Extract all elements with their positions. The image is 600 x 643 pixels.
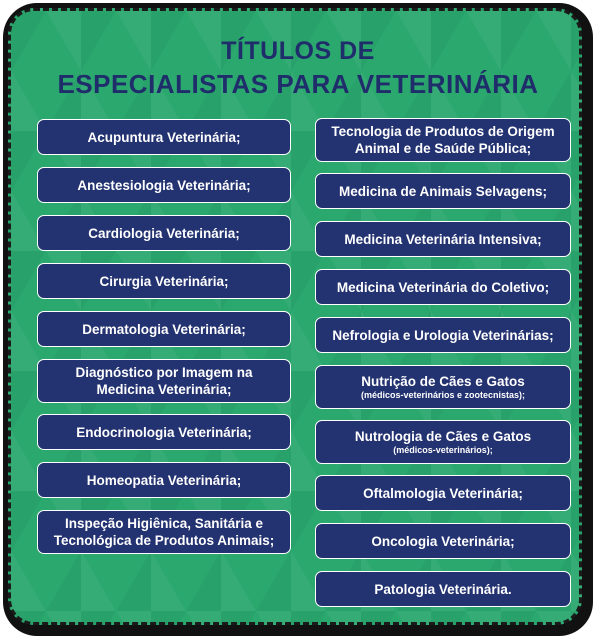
specialty-label: Medicina Veterinária do Coletivo; <box>336 279 550 295</box>
specialty-label: Nutrologia de Cães e Gatos <box>354 429 532 444</box>
specialty-label: Diagnóstico por Imagem na <box>75 365 253 380</box>
specialty-item <box>37 510 291 554</box>
specialty-label: Anestesiologia Veterinária; <box>77 177 251 193</box>
specialty-label: Nefrologia e Urologia Veterinárias; <box>332 327 554 343</box>
specialty-note: (médicos-veterinários e zootecnistas); <box>360 390 526 400</box>
specialty-note: (médicos-veterinários); <box>393 445 493 455</box>
specialty-label: Acupuntura Veterinária; <box>87 129 241 145</box>
specialties-card <box>8 8 582 625</box>
title-line-2: ESPECIALISTAS PARA VETERINÁRIA <box>57 69 539 99</box>
specialty-item <box>315 571 571 607</box>
specialty-item <box>315 118 571 162</box>
title-line-1: TÍTULOS DE <box>221 37 375 65</box>
specialty-label: Homeopatia Veterinária; <box>86 472 242 488</box>
specialty-item <box>37 263 291 299</box>
specialty-item <box>315 475 571 511</box>
specialty-item <box>37 414 291 450</box>
specialty-label: Endocrinologia Veterinária; <box>76 424 252 440</box>
specialty-label: Nutrição de Cães e Gatos <box>361 374 525 389</box>
specialty-label-line2: Animal e de Saúde Pública; <box>354 141 532 156</box>
specialty-label: Medicina de Animais Selvagens; <box>338 183 548 199</box>
specialty-item <box>37 311 291 347</box>
specialty-item <box>37 119 291 155</box>
specialty-item <box>315 269 571 305</box>
specialty-item <box>315 173 571 209</box>
specialty-item <box>315 523 571 559</box>
specialty-label: Cardiologia Veterinária; <box>88 225 240 241</box>
specialty-label: Tecnologia de Produtos de Origem <box>331 124 555 139</box>
specialty-label-line2: Tecnológica de Produtos Animais; <box>53 533 275 548</box>
specialty-item <box>37 167 291 203</box>
specialty-label-line2: Medicina Veterinária; <box>96 382 232 397</box>
specialty-label: Inspeção Higiênica, Sanitária e <box>64 516 264 531</box>
specialty-item <box>315 221 571 257</box>
specialty-item <box>315 365 571 409</box>
specialty-label: Dermatologia Veterinária; <box>82 321 246 337</box>
specialty-label: Oftalmologia Veterinária; <box>363 485 523 501</box>
specialty-item <box>37 359 291 403</box>
specialty-item <box>37 215 291 251</box>
specialty-label: Cirurgia Veterinária; <box>99 273 229 289</box>
specialty-item <box>315 317 571 353</box>
specialty-label: Oncologia Veterinária; <box>371 533 515 549</box>
specialty-item <box>37 462 291 498</box>
specialty-label: Patologia Veterinária. <box>374 581 512 597</box>
specialty-item <box>315 420 571 464</box>
specialty-label: Medicina Veterinária Intensiva; <box>344 231 542 247</box>
